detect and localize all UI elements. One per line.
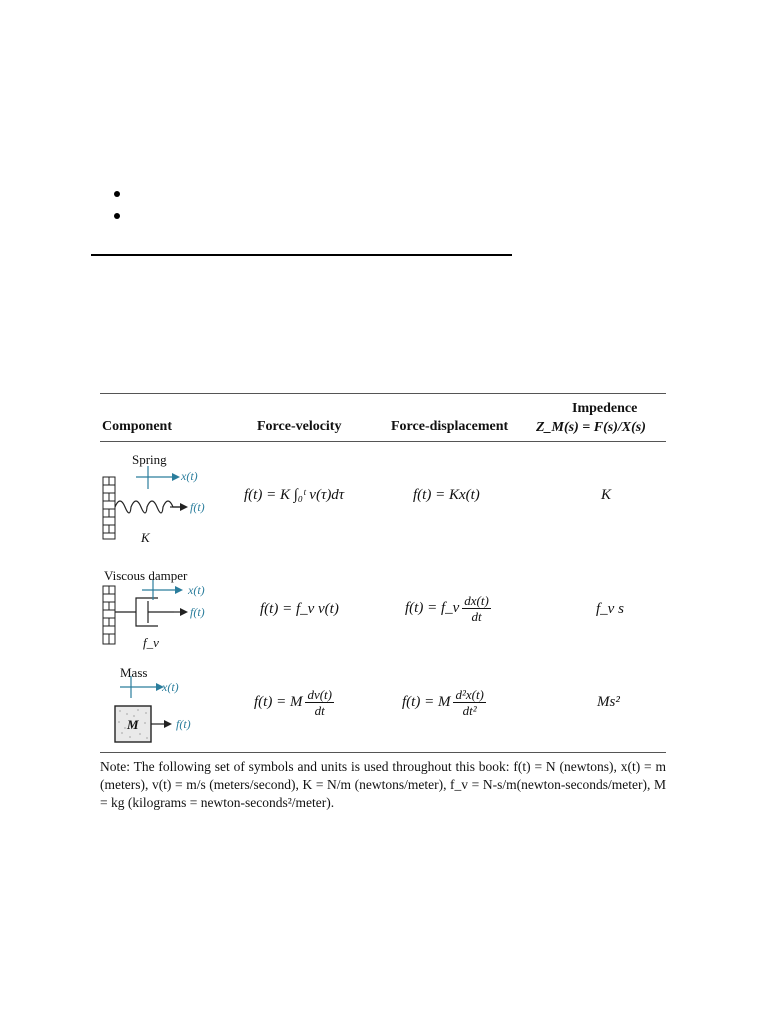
mass-f-label: f(t) bbox=[176, 717, 191, 731]
damper-fd-numerator: dx(t) bbox=[464, 593, 489, 608]
mass-fv-numerator: dv(t) bbox=[307, 687, 332, 702]
damper-fd-denominator: dt bbox=[471, 609, 482, 624]
damper-f-label: f(t) bbox=[190, 605, 205, 619]
displacement-arrow-icon bbox=[120, 676, 164, 698]
mass-x-label: x(t) bbox=[162, 680, 179, 694]
damper-fv-label: f_v bbox=[143, 635, 159, 650]
damper-impedance: f_v s bbox=[596, 601, 624, 617]
mass-fv-denominator: dt bbox=[314, 703, 325, 718]
mass-m-label: M bbox=[127, 717, 139, 732]
mechanical-components-table bbox=[100, 393, 666, 753]
displacement-arrow-icon bbox=[142, 580, 183, 600]
row-label-mass: Mass bbox=[120, 665, 148, 680]
table-bottom-rule bbox=[100, 752, 666, 753]
mass-fv-lhs: f(t) = M bbox=[254, 693, 303, 710]
table-top-rule bbox=[100, 393, 666, 394]
header-force-velocity: Force-velocity bbox=[257, 419, 342, 434]
damper-diagram bbox=[100, 580, 230, 662]
spring-x-label: x(t) bbox=[181, 469, 198, 483]
mass-fv-fraction bbox=[305, 687, 334, 718]
wall-icon bbox=[103, 477, 115, 539]
spring-force-displacement: f(t) = Kx(t) bbox=[413, 487, 480, 503]
displacement-arrow-icon bbox=[136, 466, 180, 489]
mass-fd-denominator: dt² bbox=[462, 703, 477, 718]
mass-force-displacement bbox=[402, 687, 486, 718]
header-impedance-title: Impedence bbox=[572, 401, 638, 416]
mass-fd-numerator: d²x(t) bbox=[455, 687, 484, 702]
spring-impedance: K bbox=[601, 487, 612, 503]
row-label-spring: Spring bbox=[132, 452, 167, 467]
damper-fd-fraction bbox=[462, 593, 491, 624]
mass-force-velocity bbox=[254, 687, 334, 718]
damper-force-displacement bbox=[405, 593, 491, 624]
header-force-displacement: Force-displacement bbox=[391, 419, 509, 434]
table-note: Note: The following set of symbols and units is used throughout this book: f(t) = N (newtons), x(t) = m (meters), v(t) = m/s (meters/second), K = N/m (newtons/meter), f_v = N-s/m(newton-seconds/meter), M = kg (kilograms = newton-seconds²/meter). bbox=[100, 759, 666, 810]
wall-icon bbox=[103, 586, 115, 644]
force-arrow-icon bbox=[174, 608, 188, 616]
damper-fd-lhs: f(t) = f_v bbox=[405, 599, 460, 616]
spring-force-velocity: f(t) = K ∫₀ᵗ v(τ)dτ bbox=[244, 487, 345, 503]
mass-fd-fraction bbox=[453, 687, 485, 718]
header-impedance-formula: Z_M(s) = F(s)/X(s) bbox=[536, 420, 646, 435]
mass-fd-lhs: f(t) = M bbox=[402, 693, 451, 710]
spring-diagram bbox=[100, 463, 230, 545]
damper-piston-icon bbox=[115, 598, 174, 626]
spring-f-label: f(t) bbox=[190, 500, 205, 514]
spring-k-label: K bbox=[141, 530, 150, 545]
header-component: Component bbox=[102, 419, 173, 434]
table-header-rule bbox=[100, 441, 666, 442]
force-arrow-icon bbox=[151, 720, 172, 728]
row-label-damper: Viscous damper bbox=[104, 568, 188, 583]
damper-force-velocity: f(t) = f_v v(t) bbox=[260, 601, 339, 617]
mass-impedance: Ms² bbox=[597, 694, 620, 710]
force-arrow-icon bbox=[170, 503, 188, 511]
damper-x-label: x(t) bbox=[188, 583, 205, 597]
horizontal-rule bbox=[91, 254, 512, 256]
